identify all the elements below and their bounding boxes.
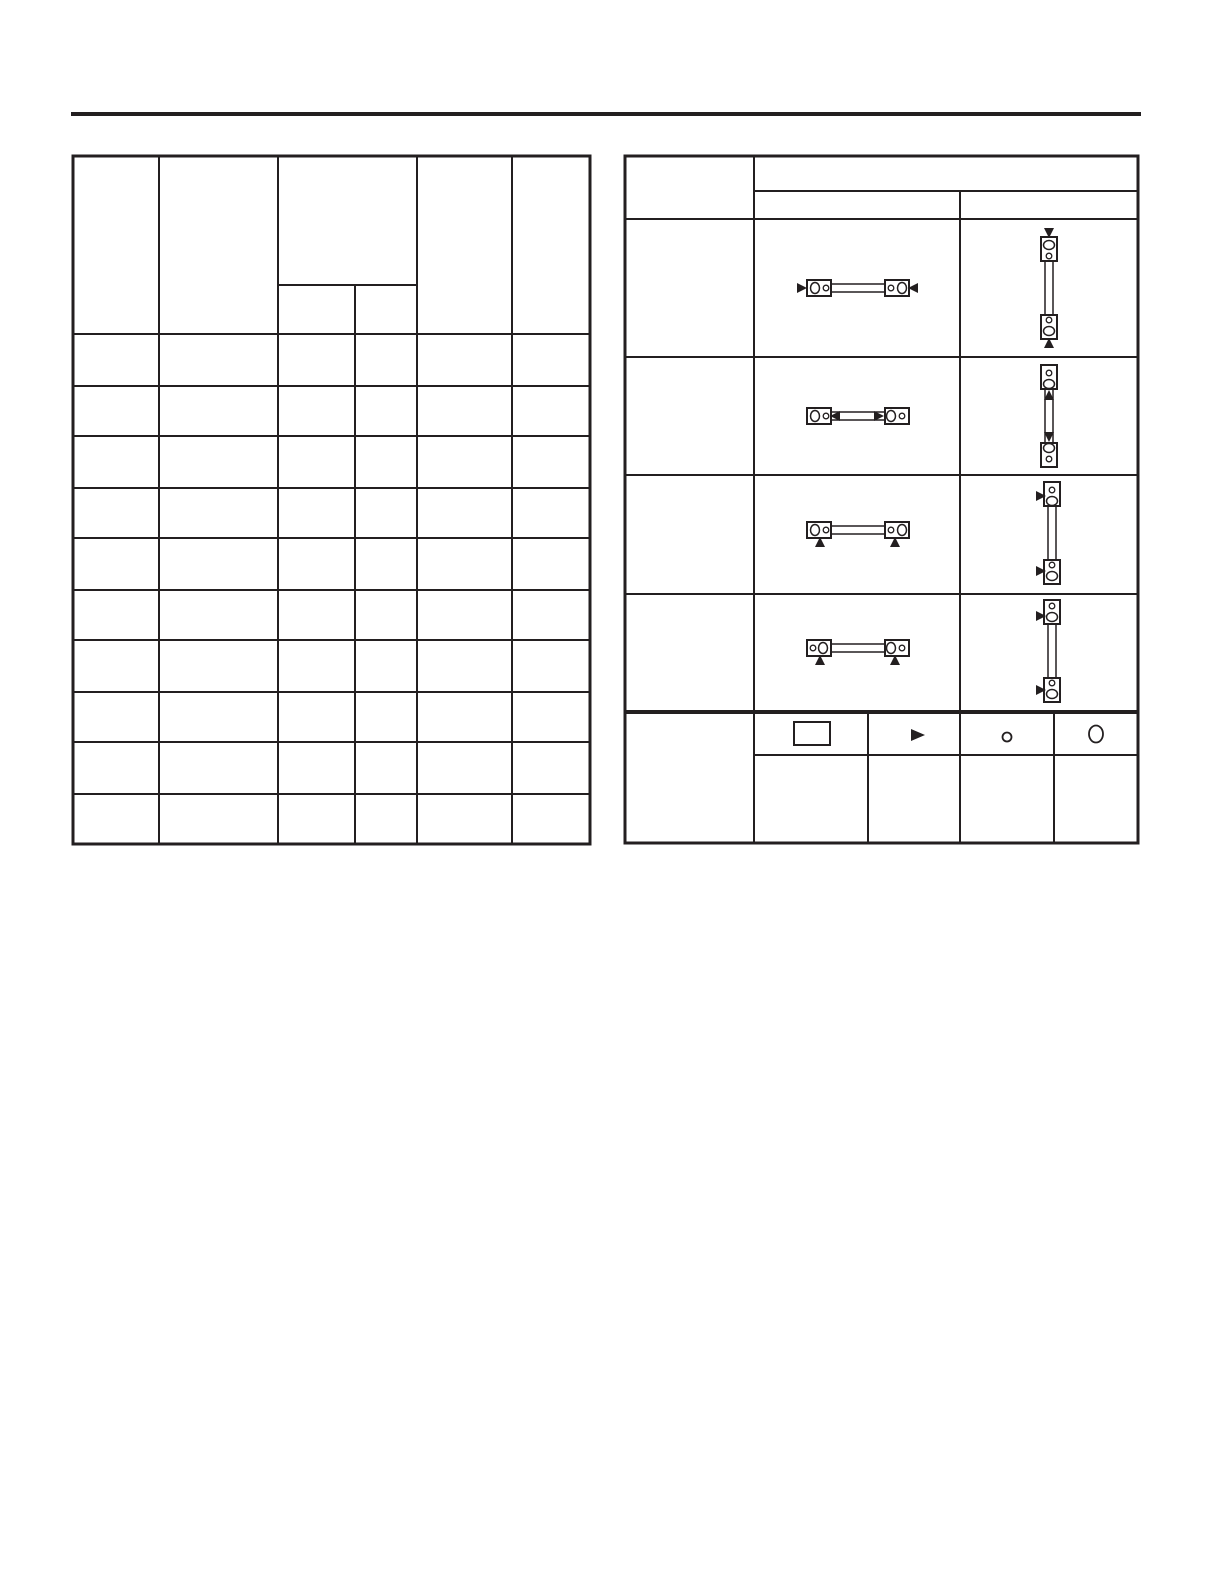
rectangle-icon	[794, 722, 830, 745]
strap-diagram-vertical-2	[1041, 365, 1057, 467]
strap-diagram-horizontal-4	[807, 640, 909, 665]
strap-diagram-horizontal-1	[797, 280, 918, 296]
strap-diagram-horizontal-2	[807, 408, 909, 424]
small-circle-icon	[1003, 733, 1012, 742]
left-table	[73, 156, 590, 844]
strap-diagram-vertical-3	[1036, 482, 1060, 584]
strap-diagram-vertical-1	[1041, 228, 1057, 348]
strap-diagram-horizontal-3	[807, 522, 909, 547]
right-table	[625, 156, 1138, 843]
strap-diagram-vertical-4	[1036, 600, 1060, 702]
arrow-icon	[911, 729, 925, 741]
large-circle-icon	[1089, 726, 1103, 743]
